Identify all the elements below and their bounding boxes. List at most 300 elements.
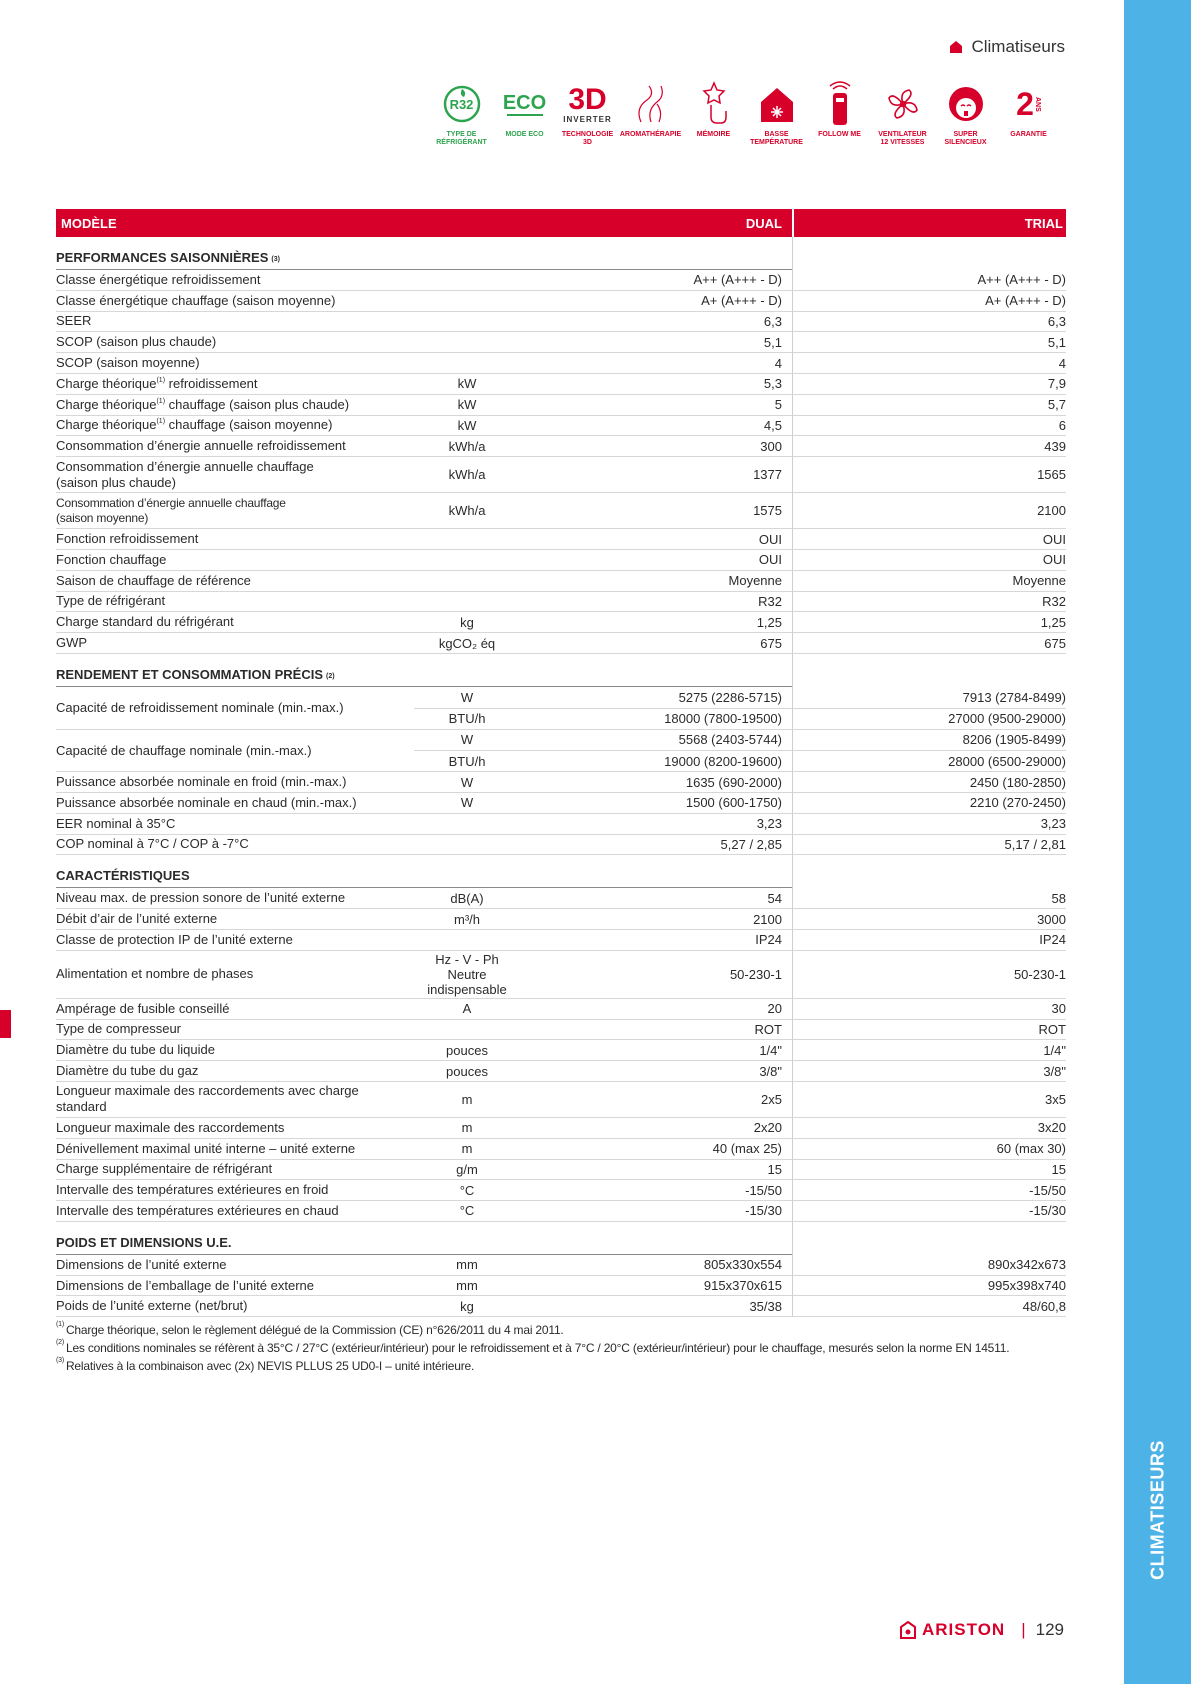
table-row	[56, 457, 1066, 493]
feature-icon-text: R32	[449, 96, 474, 112]
section-header	[56, 1222, 1066, 1255]
table-row	[56, 1296, 1066, 1317]
row-trial-value: 2100	[792, 493, 1066, 529]
eco-mode-icon	[490, 78, 560, 130]
row-dual-value: 5,27 / 2,85	[520, 835, 792, 856]
row-label-text: Dénivellement maximal unité interne – unité externe	[56, 1140, 356, 1156]
section-header	[56, 855, 1066, 888]
row-label	[56, 529, 414, 550]
feature-caption: BASSE TEMPÉRATURE	[750, 131, 803, 146]
row-trial-value: 890x342x673	[792, 1255, 1066, 1276]
feature-item	[427, 78, 497, 147]
table-row	[56, 291, 1066, 312]
table-row	[56, 814, 1066, 835]
row-unit	[414, 1020, 520, 1041]
row-trial-value: OUI	[792, 529, 1066, 550]
row-unit: kWh/a	[414, 493, 520, 529]
footnote	[56, 1338, 1116, 1356]
row-trial-value: 4	[792, 353, 1066, 374]
row-unit: BTU/h	[414, 750, 520, 771]
row-label	[56, 1201, 414, 1222]
row-label-text: Charge supplémentaire de réfrigérant	[56, 1161, 273, 1177]
row-trial-value: 27000 (9500-29000)	[792, 708, 1066, 729]
row-label	[56, 436, 414, 457]
row-dual-value: OUI	[520, 550, 792, 571]
row-dual-value: 300	[520, 436, 792, 457]
row-label-text: Diamètre du tube du liquide	[56, 1042, 215, 1058]
row-label	[56, 374, 414, 395]
row-unit: g/m	[414, 1160, 520, 1181]
aromatherapy-icon	[616, 78, 686, 130]
row-label	[56, 1139, 414, 1160]
row-unit: A	[414, 999, 520, 1020]
row-trial-value: 3/8"	[792, 1061, 1066, 1082]
row-dual-value: 5275 (2286-5715)	[678, 689, 782, 705]
feature-caption: VENTILATEUR 12 VITESSES	[878, 131, 927, 146]
follow-me-remote-icon	[805, 78, 875, 130]
section-title-text: RENDEMENT ET CONSOMMATION PRÉCIS	[56, 666, 323, 682]
row-unit	[414, 835, 520, 856]
row-label-text: Fonction chauffage	[56, 551, 167, 567]
row-trial-value: 995x398x740	[792, 1276, 1066, 1297]
row-label	[56, 1061, 414, 1082]
row-unit: kW	[414, 395, 520, 416]
row-label-text: Type de réfrigérant	[56, 593, 166, 609]
row-unit: W	[414, 772, 520, 793]
row-trial-value: 7913 (2784-8499)	[792, 687, 1066, 708]
table-row	[56, 592, 1066, 613]
header-trial: TRIAL	[1024, 215, 1063, 231]
table-row	[56, 930, 1066, 951]
row-label-text: Consommation d’énergie annuelle chauffage (saison plus chaude)	[56, 458, 314, 490]
row-dual-value: 35/38	[520, 1296, 792, 1317]
row-label-rest: refroidissement	[165, 375, 258, 391]
row-dual-value: R32	[520, 592, 792, 613]
footnote-ref: (3)	[271, 256, 280, 263]
row-dual-value: 3/8"	[520, 1061, 792, 1082]
row-unit: kg	[414, 1296, 520, 1317]
row-trial-value: 2210 (270-2450)	[792, 793, 1066, 814]
row-label-text: SEER	[56, 313, 92, 329]
row-unit: kWh/a	[414, 436, 520, 457]
table-row	[56, 529, 1066, 550]
row-label	[56, 1296, 414, 1317]
row-trial-value: 1/4"	[792, 1040, 1066, 1061]
footnote-text: Les conditions nominales se réfèrent à 35°C / 27°C (extérieur/intérieur) pour le refroidissement et à 7°C / 20°C (extérieur/intérieur) pour le chauffage, mesurés selon la norme EN 14511.	[65, 1341, 1010, 1355]
table-row	[56, 909, 1066, 930]
row-label-text: Ampérage de fusible conseillé	[56, 1000, 230, 1016]
row-label	[56, 1255, 414, 1276]
feature-item	[805, 78, 875, 139]
row-unit	[414, 270, 520, 291]
row-trial-value: R32	[792, 592, 1066, 613]
table-row	[56, 1255, 1066, 1276]
row-label-text: Fonction refroidissement	[56, 531, 199, 547]
row-label	[56, 291, 414, 312]
row-unit: W	[460, 689, 474, 705]
table-row	[56, 999, 1066, 1020]
row-unit: m³/h	[414, 909, 520, 930]
row-label	[56, 835, 414, 856]
row-trial-value: 28000 (6500-29000)	[792, 750, 1066, 771]
row-label	[56, 353, 414, 374]
row-label	[56, 550, 414, 571]
row-trial-value: 439	[792, 436, 1066, 457]
footnote-ref: (1)	[156, 376, 166, 384]
section-header	[56, 654, 1066, 687]
table-row	[56, 1201, 1066, 1222]
row-trial-value: 58	[792, 888, 1066, 909]
row-dual-value: Moyenne	[520, 571, 792, 592]
row-unit: °C	[414, 1201, 520, 1222]
row-label-text: Diamètre du tube du gaz	[56, 1063, 199, 1078]
row-label-text: Débit d’air de l’unité externe	[56, 911, 218, 927]
row-dual-value: 54	[520, 888, 792, 909]
row-dual-value: 6,3	[520, 312, 792, 333]
footnote-mark: (2)	[56, 1339, 64, 1346]
table-row	[56, 416, 1066, 437]
section-header	[56, 237, 1066, 270]
table-row	[56, 353, 1066, 374]
row-label-text: SCOP (saison moyenne)	[56, 355, 200, 371]
row-label	[56, 909, 414, 930]
table-row	[56, 1139, 1066, 1160]
row-trial-value: 50-230-1	[792, 951, 1066, 999]
row-dual-value: 50-230-1	[520, 951, 792, 999]
section-title-text: POIDS ET DIMENSIONS U.E.	[56, 1234, 232, 1250]
row-label	[56, 312, 414, 333]
row-label-text: Poids de l’unité externe (net/brut)	[56, 1298, 248, 1314]
row-trial-value: 8206 (1905-8499)	[792, 730, 1066, 751]
row-label	[56, 457, 414, 493]
section-title	[56, 237, 792, 270]
feature-icons-strip	[436, 78, 1070, 158]
row-label	[56, 814, 414, 835]
feature-item	[490, 78, 560, 139]
side-tab-label: CLIMATISEURS	[1147, 1440, 1168, 1580]
feature-icon-subtext: ANS	[1033, 96, 1041, 112]
row-unit	[414, 332, 520, 353]
row-label-text: Longueur maximale des raccordements	[56, 1119, 285, 1135]
row-trial-value: 48/60,8	[792, 1296, 1066, 1317]
footnote-ref: (1)	[156, 418, 166, 426]
row-unit	[414, 291, 520, 312]
row-label	[56, 999, 414, 1020]
row-dual-value: IP24	[520, 930, 792, 951]
row-trial-value: A++ (A+++ - D)	[792, 270, 1066, 291]
feature-caption: TYPE DE RÉFRIGÉRANT	[436, 131, 487, 146]
footnote	[56, 1320, 1116, 1338]
feature-item	[931, 78, 1001, 147]
row-dual-value: 2100	[520, 909, 792, 930]
row-label	[56, 612, 414, 633]
table-subrow	[414, 750, 1066, 771]
table-row	[56, 395, 1066, 416]
table-row	[56, 835, 1066, 856]
row-label	[56, 1276, 414, 1297]
row-label-text: Classe énergétique refroidissement	[56, 271, 261, 287]
r32-refrigerant-icon	[427, 78, 497, 130]
row-unit	[414, 592, 520, 613]
row-trial-value: A+ (A+++ - D)	[792, 291, 1066, 312]
row-label-text: Longueur maximale des raccordements avec charge standard	[56, 1083, 359, 1115]
row-label	[56, 1082, 414, 1118]
row-label-text: EER nominal à 35°C	[56, 815, 176, 831]
row-trial-value: 675	[792, 633, 1066, 654]
spec-table	[56, 209, 1066, 1317]
row-dual-value: 1575	[520, 493, 792, 529]
feature-item	[868, 78, 938, 147]
row-label-text: Puissance absorbée nominale en froid (min.-max.)	[56, 774, 347, 790]
feature-item	[553, 78, 623, 147]
table-row	[56, 633, 1066, 654]
row-label-text: Type de compresseur	[56, 1021, 182, 1037]
row-unit	[414, 550, 520, 571]
row-unit: Hz - V - Ph Neutre indispensable	[414, 951, 520, 999]
row-trial-value: 3000	[792, 909, 1066, 930]
row-dual-value: 4,5	[520, 416, 792, 437]
table-row	[56, 436, 1066, 457]
row-label	[56, 592, 414, 613]
table-row	[56, 1276, 1066, 1297]
row-label-text: COP nominal à 7°C / COP à -7°C	[56, 836, 249, 852]
footnote-ref: (1)	[156, 397, 166, 405]
table-row	[56, 888, 1066, 909]
row-unit: m	[414, 1139, 520, 1160]
row-trial-value: 7,9	[792, 374, 1066, 395]
row-label	[56, 1180, 414, 1201]
row-unit: mm	[414, 1276, 520, 1297]
brand-name: ARISTON	[922, 1620, 1006, 1639]
ariston-logo	[900, 1620, 1005, 1640]
row-unit: pouces	[414, 1061, 520, 1082]
row-unit	[414, 571, 520, 592]
row-label	[56, 793, 414, 814]
feature-icon-text: ECO	[502, 92, 547, 114]
row-trial-value: IP24	[792, 930, 1066, 951]
table-subrow	[414, 730, 1066, 751]
row-trial-value: 5,1	[792, 332, 1066, 353]
row-label	[56, 332, 414, 353]
table-row	[56, 332, 1066, 353]
row-unit: dB(A)	[414, 888, 520, 909]
row-label-rest: chauffage (saison plus chaude)	[165, 396, 350, 412]
row-trial-value: 6	[792, 416, 1066, 437]
row-dual-value: 3,23	[520, 814, 792, 835]
row-label-text: Charge théorique	[56, 417, 157, 433]
row-dual-value: 2x5	[520, 1082, 792, 1118]
table-row	[56, 772, 1066, 793]
table-row	[56, 1020, 1066, 1041]
row-label-text: Saison de chauffage de référence	[56, 572, 251, 588]
row-dual-value: 20	[520, 999, 792, 1020]
row-label-text: Consommation d’énergie annuelle refroidissement	[56, 438, 346, 454]
row-dual-value: 1635 (690-2000)	[520, 772, 792, 793]
row-unit: kWh/a	[414, 457, 520, 493]
table-subrow	[414, 687, 1066, 708]
row-label-text: Puissance absorbée nominale en chaud (min.-max.)	[56, 794, 357, 810]
header-model: MODÈLE	[61, 215, 117, 231]
section-title-text: PERFORMANCES SAISONNIÈRES	[56, 250, 269, 265]
row-label-text: GWP	[56, 635, 88, 651]
row-dual-value: 1/4"	[520, 1040, 792, 1061]
page-edge-marker	[0, 1010, 11, 1038]
feature-caption: MÉMOIRE	[696, 131, 731, 138]
feature-item	[616, 78, 686, 139]
row-unit: W	[414, 793, 520, 814]
row-dual-value: 5,3	[520, 374, 792, 395]
row-dual-value: 675	[520, 633, 792, 654]
table-row	[56, 374, 1066, 395]
table-subrow	[414, 708, 1066, 729]
row-label-rest: chauffage (saison moyenne)	[165, 417, 333, 433]
row-label	[56, 1160, 414, 1181]
row-dual-value: 5,1	[520, 332, 792, 353]
row-dual-value: 5	[520, 395, 792, 416]
row-dual-value: A+ (A+++ - D)	[520, 291, 792, 312]
warranty-2-years-icon	[994, 78, 1064, 130]
row-trial-value: 6,3	[792, 312, 1066, 333]
feature-caption: MODE ECO	[505, 131, 544, 138]
row-unit: kW	[414, 416, 520, 437]
row-trial-value: -15/30	[792, 1201, 1066, 1222]
row-label-text: Charge théorique	[56, 375, 157, 391]
row-unit: °C	[414, 1180, 520, 1201]
row-dual-value: A++ (A+++ - D)	[520, 270, 792, 291]
table-row	[56, 571, 1066, 592]
row-dual-value: 40 (max 25)	[520, 1139, 792, 1160]
row-unit	[414, 814, 520, 835]
side-band	[1124, 0, 1191, 1684]
section-title	[56, 855, 792, 888]
row-label-text: Alimentation et nombre de phases	[56, 966, 254, 982]
table-row	[56, 1082, 1066, 1118]
3d-inverter-icon	[553, 78, 623, 130]
row-label	[56, 571, 414, 592]
row-label	[56, 930, 414, 951]
row-unit: kg	[414, 612, 520, 633]
row-trial-value: 1,25	[792, 612, 1066, 633]
footnote-mark: (1)	[56, 1321, 64, 1328]
row-label	[56, 395, 414, 416]
row-label: Capacité de chauffage nominale (min.-max.)	[56, 742, 312, 758]
feature-caption: GARANTIE	[1010, 131, 1047, 138]
row-unit: kgCO₂ éq	[414, 633, 520, 654]
row-dual-value: 5568 (2403-5744)	[678, 732, 782, 748]
category-header	[949, 37, 1065, 57]
footnote-ref: (2)	[326, 672, 335, 680]
table-row-group	[56, 730, 1066, 773]
row-trial-value: 30	[792, 999, 1066, 1020]
row-dual-value: 18000 (7800-19500)	[520, 708, 792, 729]
fan-12-speeds-icon	[868, 78, 938, 130]
row-unit: kW	[414, 374, 520, 395]
row-dual-value: ROT	[520, 1020, 792, 1041]
row-label-text: Classe de protection IP de l’unité externe	[56, 931, 293, 947]
row-label: Capacité de refroidissement nominale (min.-max.)	[56, 700, 344, 716]
row-label-text: Dimensions de l’unité externe	[56, 1256, 227, 1272]
row-dual-value: 1,25	[520, 612, 792, 633]
footer-separator: |	[1021, 1620, 1026, 1639]
row-unit: mm	[414, 1255, 520, 1276]
row-unit	[414, 353, 520, 374]
row-dual-value: 15	[520, 1160, 792, 1181]
super-silent-icon	[931, 78, 1001, 130]
row-trial-value: 3x5	[792, 1082, 1066, 1118]
row-unit: m	[414, 1082, 520, 1118]
row-dual-value: 1500 (600-1750)	[520, 793, 792, 814]
feature-icon-text: 3D	[568, 82, 607, 116]
table-row	[56, 550, 1066, 571]
row-label	[56, 951, 414, 999]
row-trial-value: 1565	[792, 457, 1066, 493]
footnote-text: Charge théorique, selon le règlement délégué de la Commission (CE) n°626/2011 du 4 mai 2011.	[65, 1323, 564, 1337]
table-row	[56, 612, 1066, 633]
row-label-text: Charge standard du réfrigérant	[56, 614, 234, 630]
low-temperature-icon	[742, 78, 812, 130]
table-row	[56, 951, 1066, 999]
page-number: 129	[1035, 1620, 1064, 1639]
row-dual-value: 19000 (8200-19600)	[520, 750, 792, 771]
memory-icon	[679, 78, 749, 130]
row-trial-value: 15	[792, 1160, 1066, 1181]
row-label	[56, 270, 414, 291]
table-row	[56, 1040, 1066, 1061]
house-icon	[949, 40, 963, 54]
row-label-text: Intervalle des températures extérieures en froid	[56, 1182, 329, 1198]
row-trial-value: OUI	[792, 550, 1066, 571]
section-title	[56, 654, 792, 687]
row-unit: pouces	[414, 1040, 520, 1061]
row-dual-value: -15/50	[520, 1180, 792, 1201]
row-label	[56, 1040, 414, 1061]
category-label: Climatiseurs	[971, 37, 1065, 56]
section-title-text: CARACTÉRISTIQUES	[56, 868, 190, 884]
table-body	[56, 237, 1066, 1317]
row-label-text: SCOP (saison plus chaude)	[56, 334, 217, 350]
footnote-text: Relatives à la combinaison avec (2x) NEVIS PLLUS 25 UD0-I – unité intérieure.	[65, 1359, 475, 1373]
header-dual: DUAL	[745, 215, 782, 231]
feature-item	[679, 78, 749, 139]
feature-icon-text: 2	[1016, 86, 1034, 122]
row-label	[56, 1020, 414, 1041]
row-trial-value: 5,17 / 2,81	[792, 835, 1066, 856]
table-row	[56, 1061, 1066, 1082]
row-trial-value: 2450 (180-2850)	[792, 772, 1066, 793]
row-dual-value: 4	[520, 353, 792, 374]
table-row	[56, 1118, 1066, 1139]
row-trial-value: 60 (max 30)	[792, 1139, 1066, 1160]
row-label-text: Classe énergétique chauffage (saison moyenne)	[56, 292, 336, 308]
row-dual-value: 805x330x554	[520, 1255, 792, 1276]
row-dual-value: 1377	[520, 457, 792, 493]
row-trial-value: 5,7	[792, 395, 1066, 416]
table-row	[56, 1180, 1066, 1201]
row-label-text: Intervalle des températures extérieures en chaud	[56, 1202, 339, 1218]
table-row	[56, 270, 1066, 291]
row-trial-value: 3,23	[792, 814, 1066, 835]
section-title	[56, 1222, 792, 1255]
feature-caption: TECHNOLOGIE 3D	[561, 131, 614, 146]
table-row-group	[56, 687, 1066, 730]
table-row	[56, 493, 1066, 529]
feature-caption: AROMATHÉRAPIE	[619, 131, 682, 138]
row-label	[56, 493, 414, 529]
table-row	[56, 1160, 1066, 1181]
footnote	[56, 1356, 1116, 1374]
row-trial-value: 3x20	[792, 1118, 1066, 1139]
ariston-logo-icon	[900, 1621, 916, 1639]
